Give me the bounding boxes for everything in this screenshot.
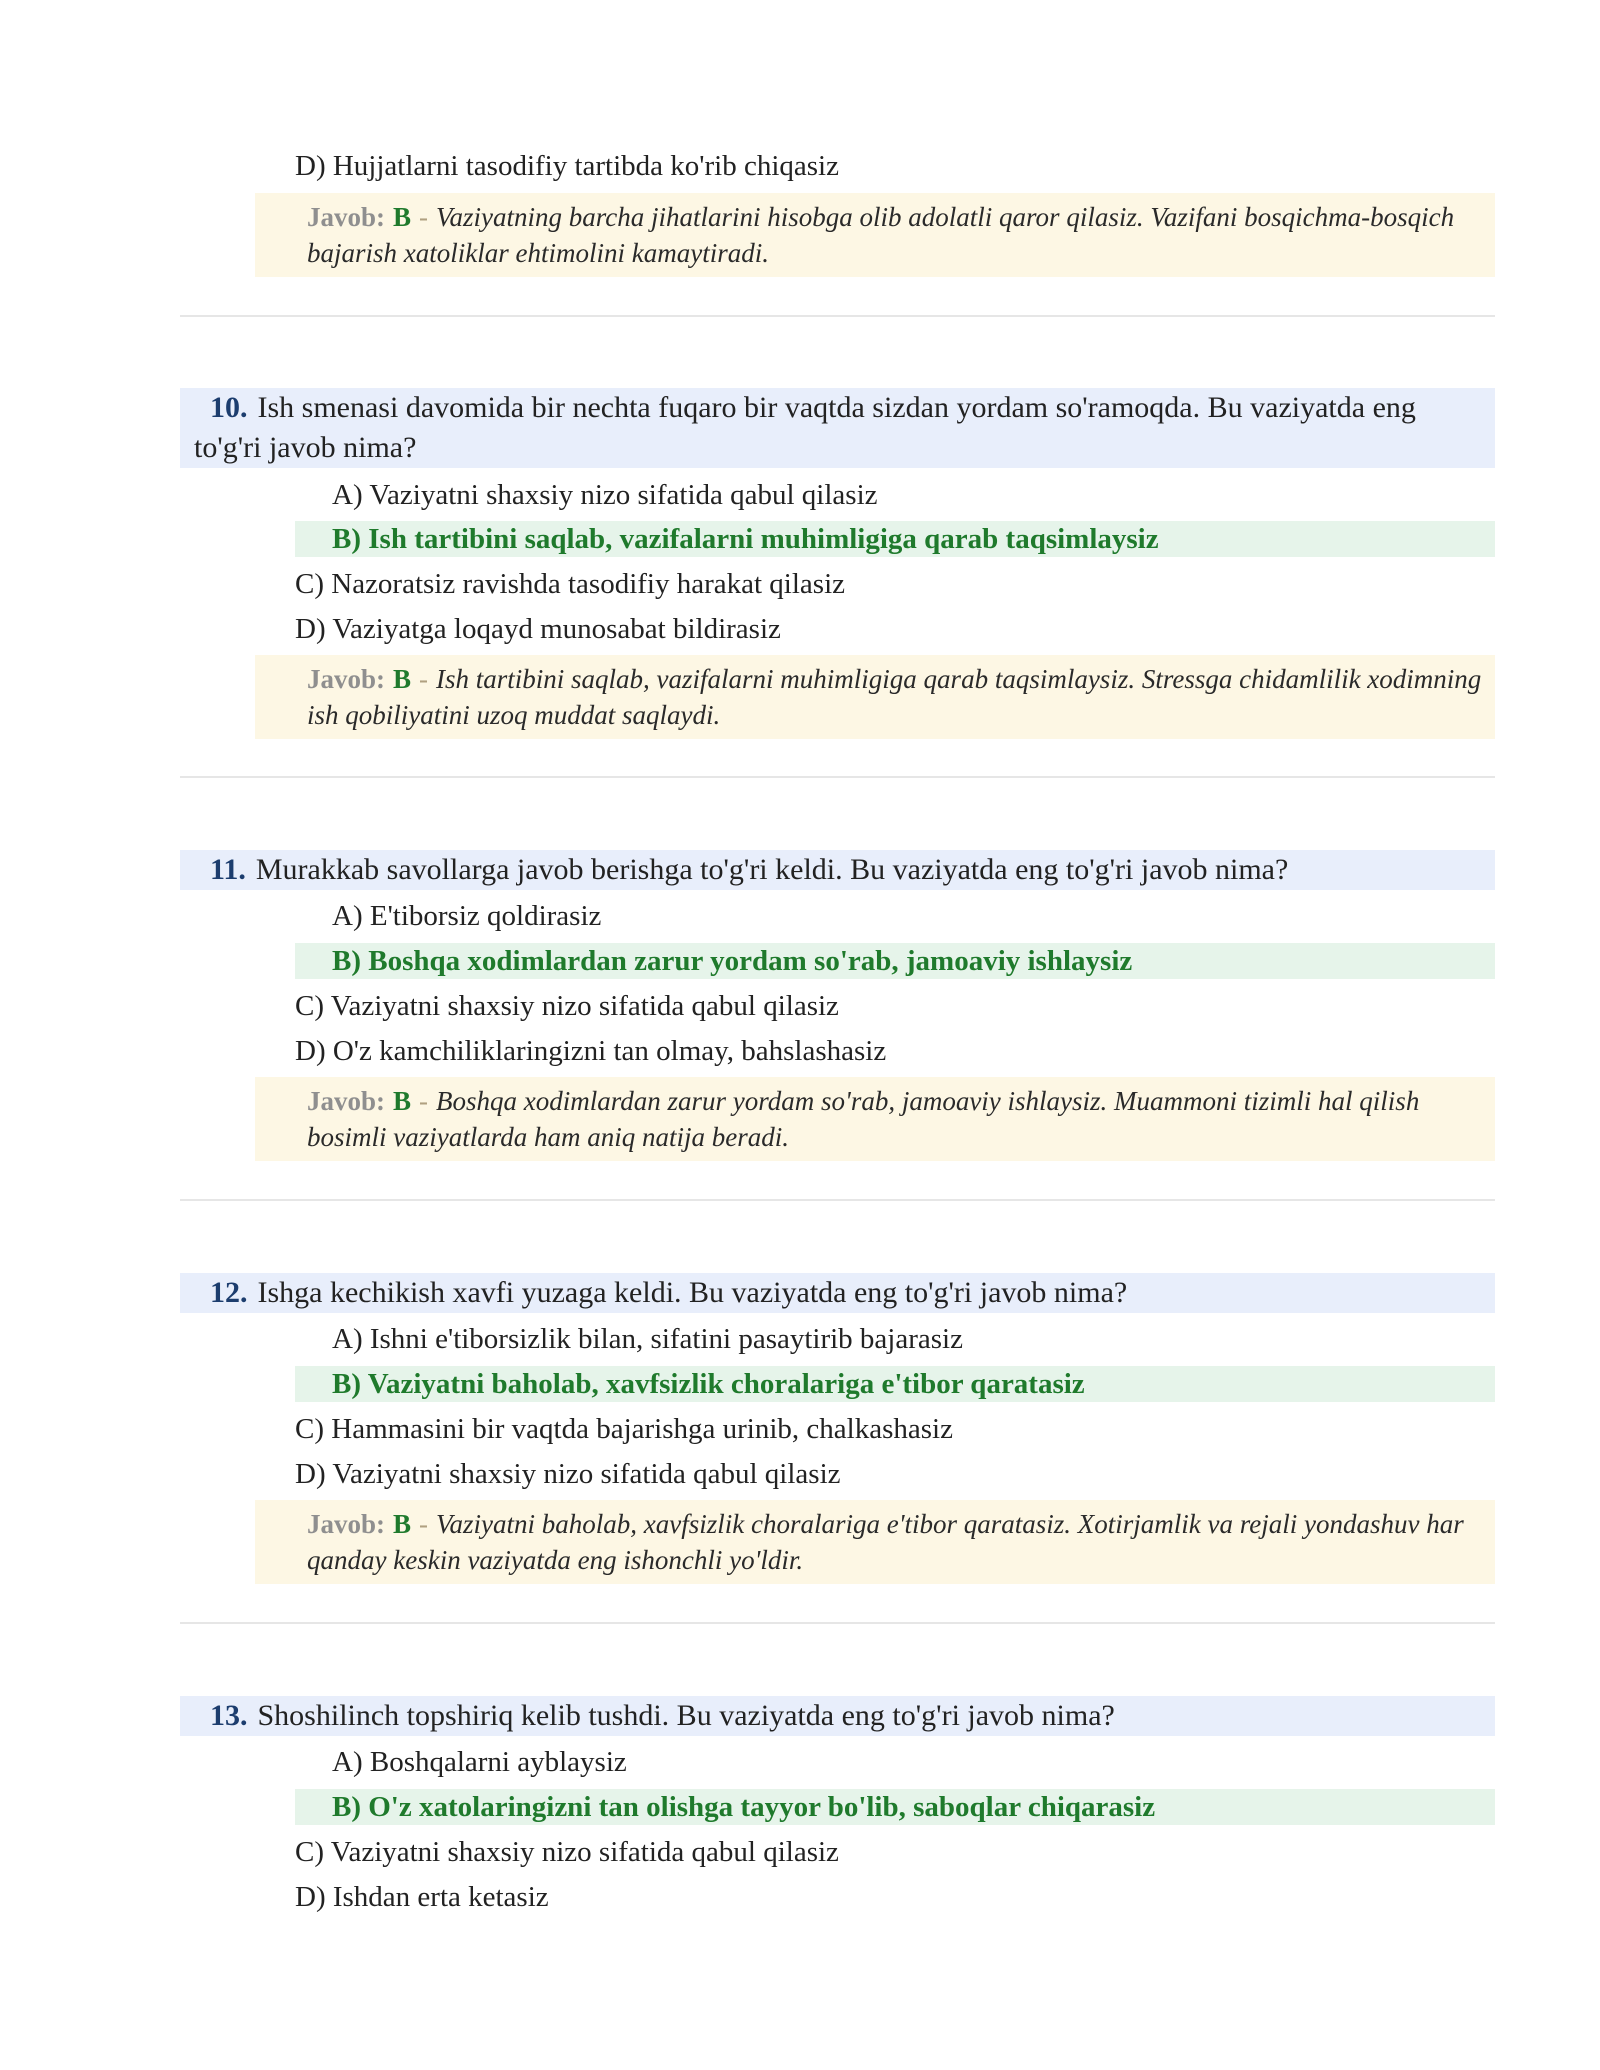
q12-question — [180, 1273, 1495, 1313]
q12-option-c: C) Hammasini bir vaqtda bajarishga urinib, chalkashasiz — [295, 1413, 953, 1445]
answer-letter: B — [393, 202, 412, 232]
question-number: 13. — [210, 1699, 248, 1732]
answer-dash: - — [419, 1086, 429, 1116]
divider — [180, 1199, 1495, 1201]
answer-dash: - — [419, 1509, 429, 1539]
answer-letter: B — [393, 1509, 412, 1539]
q10-answer-box — [255, 655, 1495, 739]
q13-option-a: A) Boshqalarni ayblaysiz — [332, 1746, 627, 1778]
q13-option-c: C) Vaziyatni shaxsiy nizo sifatida qabul qilasiz — [295, 1836, 839, 1868]
divider — [180, 1622, 1495, 1624]
answer-explanation: Ish tartibini saqlab, vazifalarni muhimligiga qarab taqsimlaysiz. Stressga chidamlilik xodimning ish qobiliyatini uzoq muddat saqlaydi. — [307, 664, 1482, 730]
question-text: Murakkab savollarga javob berishga to'g'ri keldi. Bu vaziyatda eng to'g'ri javob nima? — [255, 853, 1289, 886]
answer-explanation: Vaziyatning barcha jihatlarini hisobga olib adolatli qaror qilasiz. Vazifani bosqichma-bosqich bajarish xatoliklar ehtimolini kamaytiradi. — [307, 202, 1455, 268]
answer-letter: B — [393, 664, 412, 694]
divider — [180, 315, 1495, 317]
question-text: Ishga kechikish xavfi yuzaga keldi. Bu vaziyatda eng to'g'ri javob nima? — [257, 1276, 1128, 1309]
question-text: Ish smenasi davomida bir nechta fuqaro bir vaqtda sizdan yordam so'ramoqda. Bu vaziyatda eng to'g'ri javob nima? — [194, 391, 1416, 464]
q11-question — [180, 850, 1495, 890]
q11-option-b-correct: B) Boshqa xodimlardan zarur yordam so'rab, jamoaviy ishlaysiz — [295, 943, 1495, 979]
q11-option-a: A) E'tiborsiz qoldirasiz — [332, 900, 602, 932]
answer-label: Javob: — [307, 664, 386, 694]
q12-option-b-correct: B) Vaziyatni baholab, xavfsizlik choralariga e'tibor qaratasiz — [295, 1366, 1495, 1402]
answer-letter: B — [393, 1086, 412, 1116]
q11-option-d: D) O'z kamchiliklaringizni tan olmay, bahslashasiz — [295, 1035, 887, 1067]
q10-question — [180, 388, 1495, 468]
q13-question — [180, 1696, 1495, 1736]
answer-dash: - — [419, 202, 429, 232]
q11-option-c: C) Vaziyatni shaxsiy nizo sifatida qabul qilasiz — [295, 990, 839, 1022]
question-number: 11. — [210, 853, 246, 886]
q9-answer-box — [255, 193, 1495, 277]
q13-option-b-correct: B) O'z xatolaringizni tan olishga tayyor bo'lib, saboqlar chiqarasiz — [295, 1789, 1495, 1825]
q10-option-c: C) Nazoratsiz ravishda tasodifiy harakat qilasiz — [295, 568, 845, 600]
answer-explanation: Vaziyatni baholab, xavfsizlik choralariga e'tibor qaratasiz. Xotirjamlik va rejali yondashuv har qanday keskin vaziyatda eng ishonchli yo'ldir. — [307, 1509, 1464, 1575]
q12-answer-box — [255, 1500, 1495, 1584]
q10-option-a: A) Vaziyatni shaxsiy nizo sifatida qabul qilasiz — [332, 479, 878, 511]
q12-option-d: D) Vaziyatni shaxsiy nizo sifatida qabul qilasiz — [295, 1458, 841, 1490]
divider — [180, 776, 1495, 778]
q10-option-b-correct: B) Ish tartibini saqlab, vazifalarni muhimligiga qarab taqsimlaysiz — [295, 521, 1495, 557]
q10-option-d: D) Vaziyatga loqayd munosabat bildirasiz — [295, 613, 781, 645]
answer-explanation: Boshqa xodimlardan zarur yordam so'rab, jamoaviy ishlaysiz. Muammoni tizimli hal qilish bosimli vaziyatlarda ham aniq natija beradi. — [307, 1086, 1420, 1152]
q12-option-a: A) Ishni e'tiborsizlik bilan, sifatini pasaytirib bajarasiz — [332, 1323, 963, 1355]
answer-label: Javob: — [307, 1509, 386, 1539]
answer-label: Javob: — [307, 202, 386, 232]
answer-dash: - — [419, 664, 429, 694]
question-text: Shoshilinch topshiriq kelib tushdi. Bu vaziyatda eng to'g'ri javob nima? — [257, 1699, 1115, 1732]
question-number: 12. — [210, 1276, 248, 1309]
answer-label: Javob: — [307, 1086, 386, 1116]
q11-answer-box — [255, 1077, 1495, 1161]
q9-option-d: D) Hujjatlarni tasodifiy tartibda ko'rib chiqasiz — [295, 150, 839, 182]
q13-option-d: D) Ishdan erta ketasiz — [295, 1881, 549, 1913]
question-number: 10. — [210, 391, 248, 424]
